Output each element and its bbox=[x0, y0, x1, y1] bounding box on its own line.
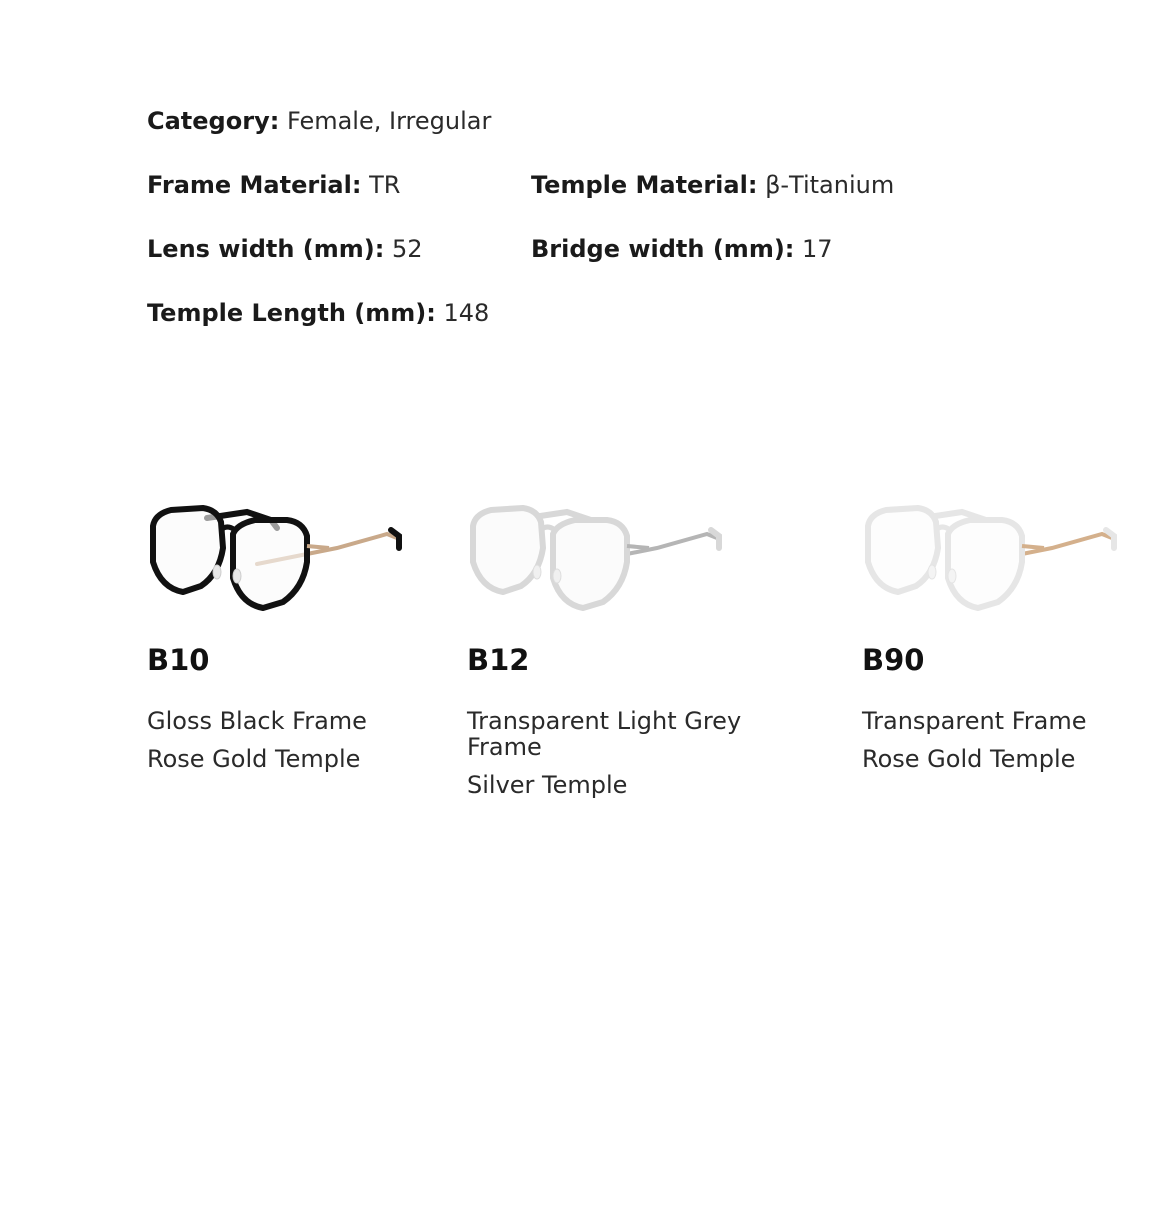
spec-category bbox=[147, 106, 491, 136]
spec-bridge-width-value: 17 bbox=[802, 235, 833, 263]
spec-lens-width-label: Lens width (mm): bbox=[147, 235, 385, 263]
glasses-clear-icon[interactable] bbox=[862, 490, 1132, 630]
glasses-clear-grey-icon[interactable] bbox=[467, 490, 737, 630]
spec-temple-length-label: Temple Length (mm): bbox=[147, 299, 436, 327]
spec-bridge-width-label: Bridge width (mm): bbox=[531, 235, 795, 263]
product-frame: Transparent Light Grey Frame bbox=[467, 707, 742, 761]
spec-lens-width bbox=[147, 234, 423, 264]
product-code: B90 bbox=[862, 643, 925, 677]
product-card-b90[interactable] bbox=[862, 490, 1162, 773]
product-card-b12[interactable] bbox=[467, 490, 767, 799]
spec-frame-material bbox=[147, 170, 400, 200]
spec-category-value: Female, Irregular bbox=[286, 107, 492, 135]
product-card-b10[interactable] bbox=[147, 490, 447, 773]
spec-temple-length bbox=[147, 298, 489, 328]
spec-frame-material-label: Frame Material: bbox=[147, 171, 362, 199]
product-temple: Silver Temple bbox=[467, 771, 628, 799]
spec-temple-length-value: 148 bbox=[443, 299, 490, 327]
product-frame: Gloss Black Frame bbox=[147, 707, 367, 735]
product-code: B10 bbox=[147, 643, 210, 677]
product-frame: Transparent Frame bbox=[862, 707, 1087, 735]
product-temple: Rose Gold Temple bbox=[862, 745, 1076, 773]
spec-temple-material-value: β-Titanium bbox=[765, 171, 895, 199]
spec-bridge-width bbox=[531, 234, 833, 264]
spec-temple-material bbox=[531, 170, 894, 200]
spec-category-label: Category: bbox=[147, 107, 280, 135]
product-temple: Rose Gold Temple bbox=[147, 745, 361, 773]
glasses-black-icon[interactable] bbox=[147, 490, 417, 630]
product-code: B12 bbox=[467, 643, 530, 677]
spec-frame-material-value: TR bbox=[369, 171, 401, 199]
spec-temple-material-label: Temple Material: bbox=[531, 171, 758, 199]
spec-lens-width-value: 52 bbox=[391, 235, 423, 263]
